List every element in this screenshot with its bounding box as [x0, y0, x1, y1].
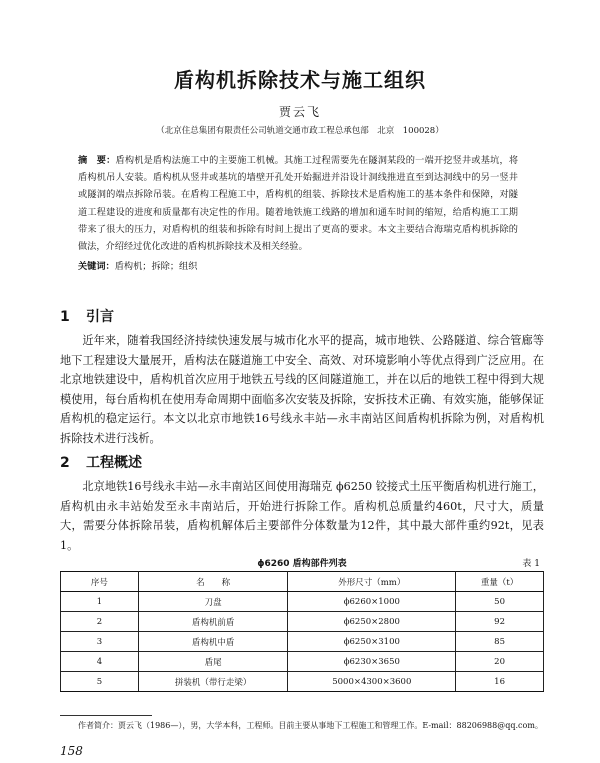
table-cell: 刀盘 [138, 592, 288, 612]
section-number: 1 [60, 309, 70, 325]
table-cell: ϕ6250×3100 [288, 632, 456, 652]
table-cell: 盾构机中盾 [138, 632, 288, 652]
abstract-text: 盾构机是盾构法施工中的主要施工机械。其施工过程需要先在隧洞某段的一端开挖竖井或基坑，将盾构机吊人安装。盾构机从竖井或基坑的墙壁开孔处开始掘进并沿设计洞线推进直至到达洞线中的另一竖井或隧洞的端点拆除吊装。在盾构工程施工中，盾构机的组装、拆除技术是盾构施工的基本条件和保障，对隧道工程建设的进度和质量都有决定性的作用。随着地铁施工线路的增加和通车时间的缩短，给盾构施工工期带来了很大的压力，对盾构机的组装和拆除有时间上提出了更高的要求。本文主要结合海瑞克盾构机拆除的做法，介绍经过优化改进的盾构机拆除技术及相关经验。 [78, 155, 519, 253]
abstract-label: 摘 要： [78, 155, 116, 166]
table-row [61, 592, 544, 612]
author-name: 贾云飞 [278, 105, 321, 119]
introduction-paragraph: 近年来，随着我国经济持续快速发展与城市化水平的提高，城市地铁、公路隧道、综合管廊等地下工程建设大量展开，盾构法在隧道施工中安全、高效、对环境影响小等优点得到广泛应用。在北京地铁建设中，盾构机首次应用于地铁五号线的区间隧道施工，并在以后的地铁工程中得到大规模使用，每台盾构机在使用寿命周期中面临多次安装及拆除，安拆技术正确、有效实施，能够保证盾构机的稳定运行。本文以北京市地铁16号线永丰站—永丰南站区间盾构机拆除为例，对盾构机拆除技术进行浅析。 [60, 334, 544, 445]
table-title: ϕ6260 盾构部件列表 [257, 559, 347, 569]
table-cell: 20 [456, 652, 544, 672]
shield-parts-table [60, 571, 544, 692]
table-row [61, 612, 544, 632]
table-header-cell: 重量（t） [456, 572, 544, 592]
section-title: 工程概述 [86, 455, 142, 471]
table-cell: 3 [61, 632, 139, 652]
table-cell: 5000×4300×3600 [288, 672, 456, 692]
table-row [61, 652, 544, 672]
section-title: 引言 [86, 309, 114, 325]
table-header-cell: 名 称 [138, 572, 288, 592]
table-cell: 4 [61, 652, 139, 672]
table-cell: ϕ6230×3650 [288, 652, 456, 672]
keywords [78, 258, 518, 275]
table-cell: 2 [61, 612, 139, 632]
table-cell: 盾构机前盾 [138, 612, 288, 632]
table-cell: 拼装机（带行走梁） [138, 672, 288, 692]
page-number: 158 [60, 744, 83, 758]
section-heading-introduction [60, 306, 114, 326]
author-affiliation: （北京住总集团有限责任公司轨道交通市政工程总承包部 北京 100028） [156, 126, 444, 136]
table-header-cell: 外形尺寸（mm） [288, 572, 456, 592]
table-header-row [61, 572, 544, 592]
keywords-text: 盾构机；拆除；组织 [114, 261, 198, 272]
table-cell: 16 [456, 672, 544, 692]
table-row [61, 672, 544, 692]
section-number: 2 [60, 455, 70, 471]
keywords-label: 关键词： [78, 261, 115, 272]
author-footnote: 作者简介：贾云飞（1986—），男，大学本科，工程师。目前主要从事地下工程施工和管理工作。E-mail：88206988@qq.com。 [78, 721, 543, 730]
table-row [61, 632, 544, 652]
footnote-divider [60, 715, 152, 716]
table-header-cell: 序号 [61, 572, 139, 592]
table-cell: ϕ6250×2800 [288, 612, 456, 632]
table-cell: 5 [61, 672, 139, 692]
table-cell: 1 [61, 592, 139, 612]
table-number: 表 1 [522, 559, 540, 569]
table-cell: ϕ6260×1000 [288, 592, 456, 612]
table-cell: 50 [456, 592, 544, 612]
table-cell: 92 [456, 612, 544, 632]
overview-paragraph: 北京地铁16号线永丰站—永丰南站区间使用海瑞克 ϕ6250 铰接式土压平衡盾构机进行施工，盾构机由永丰站始发至永丰南站后，开始进行拆除工作。盾构机总质量约460t，尺寸大，质量大，需要分体拆除吊装，盾构机解体后主要部件分体数量为12件，其中最大部件重约92t，见表1。 [60, 480, 544, 552]
abstract [78, 152, 518, 255]
section-heading-overview [60, 452, 142, 472]
table-cell: 盾尾 [138, 652, 288, 672]
table-cell: 85 [456, 632, 544, 652]
paper-title: 盾构机拆除技术与施工组织 [174, 68, 426, 92]
